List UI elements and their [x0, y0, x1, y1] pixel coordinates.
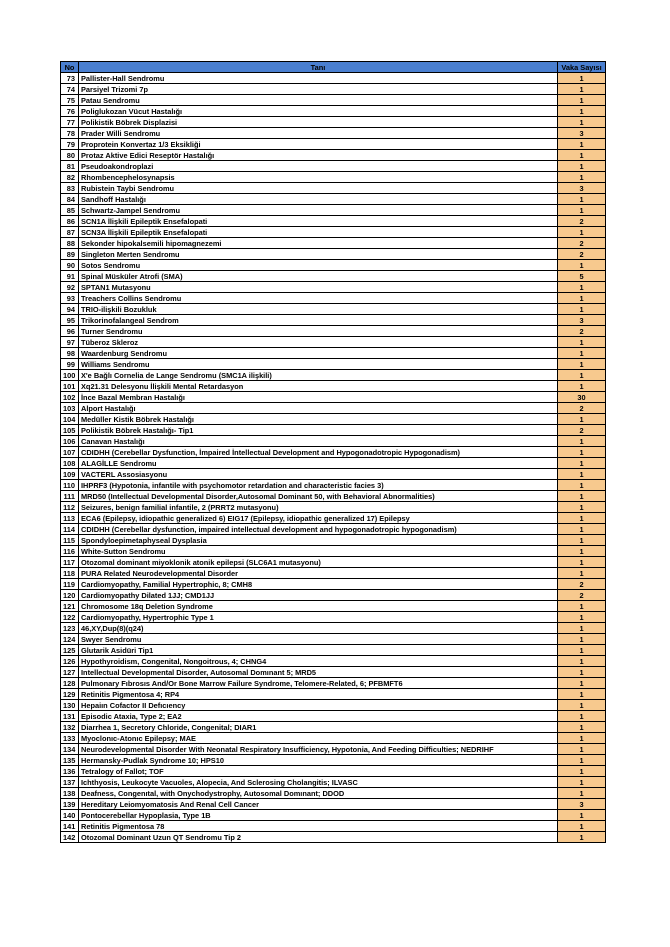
row-case-count: 3 — [558, 128, 606, 139]
row-number: 103 — [61, 403, 79, 414]
header-no: No — [61, 62, 79, 73]
row-diagnosis: Parsiyel Trizomi 7p — [79, 84, 558, 95]
row-case-count: 2 — [558, 326, 606, 337]
row-case-count: 1 — [558, 260, 606, 271]
table-row — [61, 766, 606, 777]
row-diagnosis: PURA Related Neurodevelopmental Disorder — [79, 568, 558, 579]
row-diagnosis: Patau Sendromu — [79, 95, 558, 106]
row-diagnosis: 46,XY,Dup(8)(q24) — [79, 623, 558, 634]
row-number: 133 — [61, 733, 79, 744]
table-row — [61, 777, 606, 788]
row-number: 83 — [61, 183, 79, 194]
row-diagnosis: Turner Sendromu — [79, 326, 558, 337]
row-diagnosis: Protaz Aktive Edici Reseptör Hastalığı — [79, 150, 558, 161]
table-row — [61, 425, 606, 436]
row-number: 128 — [61, 678, 79, 689]
row-number: 84 — [61, 194, 79, 205]
row-case-count: 1 — [558, 161, 606, 172]
row-case-count: 2 — [558, 249, 606, 260]
row-diagnosis: Otozomal Dominant Uzun QT Sendromu Tip 2 — [79, 832, 558, 843]
table-row — [61, 447, 606, 458]
table-row — [61, 645, 606, 656]
table-row — [61, 689, 606, 700]
row-case-count: 1 — [558, 227, 606, 238]
row-diagnosis: Chromosome 18q Deletion Syndrome — [79, 601, 558, 612]
table-row — [61, 139, 606, 150]
row-diagnosis: Polikistik Böbrek Hastalığı- Tip1 — [79, 425, 558, 436]
row-case-count: 1 — [558, 689, 606, 700]
row-number: 95 — [61, 315, 79, 326]
row-diagnosis: Pontocerebellar Hypoplasia, Type 1B — [79, 810, 558, 821]
table-row — [61, 722, 606, 733]
row-diagnosis: Pseudoakondroplazi — [79, 161, 558, 172]
row-diagnosis: Hypothyroidism, Congenital, Nongoitrous, 4; CHNG4 — [79, 656, 558, 667]
row-diagnosis: MRD50 (Intellectual Developmental Disorder,Autosomal Dominant 50, with Behavioral Abnormalities) — [79, 491, 558, 502]
row-diagnosis: Prader Willi Sendromu — [79, 128, 558, 139]
row-diagnosis: Sandhoff Hastalığı — [79, 194, 558, 205]
row-diagnosis: Xq21.31 Delesyonu İlişkili Mental Retardasyon — [79, 381, 558, 392]
table-row — [61, 656, 606, 667]
row-number: 117 — [61, 557, 79, 568]
row-diagnosis: Hereditary Leiomyomatosis And Renal Cell Cancer — [79, 799, 558, 810]
row-diagnosis: Ichthyosis, Leukocyte Vacuoles, Alopecia, And Sclerosing Cholangitis; ILVASC — [79, 777, 558, 788]
row-diagnosis: Glutarik Asidüri Tip1 — [79, 645, 558, 656]
row-number: 116 — [61, 546, 79, 557]
row-case-count: 1 — [558, 293, 606, 304]
row-diagnosis: CDIDHH (Cerebellar dysfunction, impaired intellectual development and hypogonadotropic hypogonadism) — [79, 524, 558, 535]
row-case-count: 3 — [558, 183, 606, 194]
row-diagnosis: Swyer Sendromu — [79, 634, 558, 645]
row-number: 115 — [61, 535, 79, 546]
row-number: 129 — [61, 689, 79, 700]
table-row — [61, 392, 606, 403]
table-row — [61, 469, 606, 480]
row-number: 89 — [61, 249, 79, 260]
row-case-count: 1 — [558, 194, 606, 205]
row-diagnosis: IHPRF3 (Hypotonia, infantile with psychomotor retardation and characteristic facies 3) — [79, 480, 558, 491]
table-row — [61, 117, 606, 128]
row-number: 99 — [61, 359, 79, 370]
row-number: 105 — [61, 425, 79, 436]
table-row — [61, 216, 606, 227]
row-diagnosis: Otozomal dominant miyoklonik atonik epilepsi (SLC6A1 mutasyonu) — [79, 557, 558, 568]
row-diagnosis: Sekonder hipokalsemili hipomagnezemi — [79, 238, 558, 249]
row-diagnosis: Deafness, Congenıtal, with Onychodystrophy, Autosomal Domınant; DDOD — [79, 788, 558, 799]
table-row — [61, 271, 606, 282]
row-case-count: 1 — [558, 766, 606, 777]
row-case-count: 1 — [558, 821, 606, 832]
table-row — [61, 810, 606, 821]
row-number: 96 — [61, 326, 79, 337]
table-row — [61, 106, 606, 117]
table-row — [61, 601, 606, 612]
row-case-count: 1 — [558, 711, 606, 722]
row-case-count: 1 — [558, 205, 606, 216]
table-row — [61, 227, 606, 238]
row-number: 94 — [61, 304, 79, 315]
table-row — [61, 161, 606, 172]
table-row — [61, 337, 606, 348]
row-diagnosis: X'e Bağlı Cornelia de Lange Sendromu (SMC1A ilişkili) — [79, 370, 558, 381]
row-diagnosis: Polikistik Böbrek Displazisi — [79, 117, 558, 128]
row-number: 121 — [61, 601, 79, 612]
row-diagnosis: Hermansky-Pudlak Syndrome 10; HPS10 — [79, 755, 558, 766]
row-number: 112 — [61, 502, 79, 513]
table-row — [61, 579, 606, 590]
table-row — [61, 381, 606, 392]
row-diagnosis: Tetralogy of Fallot; TOF — [79, 766, 558, 777]
row-number: 98 — [61, 348, 79, 359]
diagnosis-table — [60, 61, 606, 843]
row-diagnosis: Spinal Müsküler Atrofi (SMA) — [79, 271, 558, 282]
row-case-count: 2 — [558, 216, 606, 227]
row-number: 90 — [61, 260, 79, 271]
row-number: 134 — [61, 744, 79, 755]
table-row — [61, 95, 606, 106]
row-number: 110 — [61, 480, 79, 491]
row-diagnosis: Seizures, benign familial infantile, 2 (PRRT2 mutasyonu) — [79, 502, 558, 513]
row-number: 141 — [61, 821, 79, 832]
row-case-count: 1 — [558, 744, 606, 755]
row-case-count: 1 — [558, 172, 606, 183]
row-number: 92 — [61, 282, 79, 293]
table-row — [61, 634, 606, 645]
table-row — [61, 612, 606, 623]
row-diagnosis: Singleton Merten Sendromu — [79, 249, 558, 260]
table-row — [61, 436, 606, 447]
row-number: 74 — [61, 84, 79, 95]
row-case-count: 1 — [558, 524, 606, 535]
table-body — [61, 73, 606, 843]
table-row — [61, 590, 606, 601]
table-row — [61, 73, 606, 84]
row-number: 76 — [61, 106, 79, 117]
row-case-count: 1 — [558, 381, 606, 392]
row-diagnosis: Retinitis Pigmentosa 4; RP4 — [79, 689, 558, 700]
row-case-count: 1 — [558, 436, 606, 447]
row-number: 140 — [61, 810, 79, 821]
table-row — [61, 535, 606, 546]
row-number: 73 — [61, 73, 79, 84]
table-row — [61, 568, 606, 579]
row-diagnosis: Episodic Ataxia, Type 2; EA2 — [79, 711, 558, 722]
row-diagnosis: ECA6 (Epilepsy, idiopathic generalized 6) EIG17 (Epilepsy, idiopathic generalized 17) Epilepsy — [79, 513, 558, 524]
row-diagnosis: Trikorinofalangeal Sendrom — [79, 315, 558, 326]
row-number: 136 — [61, 766, 79, 777]
row-case-count: 1 — [558, 84, 606, 95]
row-number: 97 — [61, 337, 79, 348]
row-case-count: 1 — [558, 359, 606, 370]
row-number: 122 — [61, 612, 79, 623]
row-diagnosis: Myoclonıc-Atonıc Epilepsy; MAE — [79, 733, 558, 744]
table-row — [61, 326, 606, 337]
table-row — [61, 403, 606, 414]
table-row — [61, 183, 606, 194]
row-number: 107 — [61, 447, 79, 458]
row-case-count: 1 — [558, 447, 606, 458]
row-number: 109 — [61, 469, 79, 480]
table-row — [61, 623, 606, 634]
row-number: 114 — [61, 524, 79, 535]
row-case-count: 1 — [558, 106, 606, 117]
row-case-count: 1 — [558, 777, 606, 788]
table-row — [61, 821, 606, 832]
row-case-count: 1 — [558, 458, 606, 469]
row-number: 93 — [61, 293, 79, 304]
table-row — [61, 458, 606, 469]
row-diagnosis: Proprotein Konvertaz 1/3 Eksikliği — [79, 139, 558, 150]
table-row — [61, 370, 606, 381]
row-number: 118 — [61, 568, 79, 579]
row-case-count: 2 — [558, 403, 606, 414]
row-case-count: 1 — [558, 139, 606, 150]
row-diagnosis: Cardiomyopathy, Hypertrophic Type 1 — [79, 612, 558, 623]
row-diagnosis: SCN1A İlişkili Epileptik Ensefalopati — [79, 216, 558, 227]
row-case-count: 1 — [558, 634, 606, 645]
row-number: 120 — [61, 590, 79, 601]
row-number: 124 — [61, 634, 79, 645]
row-diagnosis: SPTAN1 Mutasyonu — [79, 282, 558, 293]
row-number: 85 — [61, 205, 79, 216]
row-diagnosis: İnce Bazal Membran Hastalığı — [79, 392, 558, 403]
header-tani: Tanı — [79, 62, 558, 73]
row-diagnosis: Cardiomyopathy Dilated 1JJ; CMD1JJ — [79, 590, 558, 601]
row-diagnosis: TRIO-ilişkili Bozukluk — [79, 304, 558, 315]
table-row — [61, 700, 606, 711]
row-number: 80 — [61, 150, 79, 161]
row-number: 101 — [61, 381, 79, 392]
row-diagnosis: Treachers Collins Sendromu — [79, 293, 558, 304]
header-vaka-sayisi: Vaka Sayısı — [558, 62, 606, 73]
row-number: 82 — [61, 172, 79, 183]
table-row — [61, 744, 606, 755]
row-case-count: 1 — [558, 150, 606, 161]
row-diagnosis: Retinitis Pigmentosa 78 — [79, 821, 558, 832]
table-row — [61, 557, 606, 568]
row-diagnosis: Tüberoz Skleroz — [79, 337, 558, 348]
row-case-count: 1 — [558, 95, 606, 106]
row-case-count: 1 — [558, 469, 606, 480]
row-diagnosis: VACTERL Assosiasyonu — [79, 469, 558, 480]
table-row — [61, 755, 606, 766]
table-row — [61, 84, 606, 95]
row-case-count: 2 — [558, 238, 606, 249]
row-case-count: 1 — [558, 810, 606, 821]
row-diagnosis: Sotos Sendromu — [79, 260, 558, 271]
row-case-count: 1 — [558, 667, 606, 678]
table-row — [61, 667, 606, 678]
table-row — [61, 480, 606, 491]
row-case-count: 1 — [558, 656, 606, 667]
row-case-count: 3 — [558, 799, 606, 810]
row-case-count: 1 — [558, 568, 606, 579]
row-diagnosis: Pallister-Hall Sendromu — [79, 73, 558, 84]
table-row — [61, 832, 606, 843]
row-case-count: 5 — [558, 271, 606, 282]
table-row — [61, 150, 606, 161]
row-case-count: 1 — [558, 722, 606, 733]
table-row — [61, 502, 606, 513]
row-diagnosis: Cardiomyopathy, Familial Hypertrophic, 8; CMH8 — [79, 579, 558, 590]
row-number: 86 — [61, 216, 79, 227]
row-case-count: 1 — [558, 282, 606, 293]
row-number: 100 — [61, 370, 79, 381]
row-case-count: 1 — [558, 612, 606, 623]
row-diagnosis: Waardenburg Sendromu — [79, 348, 558, 359]
row-number: 119 — [61, 579, 79, 590]
row-case-count: 1 — [558, 546, 606, 557]
row-case-count: 1 — [558, 755, 606, 766]
row-diagnosis: Rubistein Taybi Sendromu — [79, 183, 558, 194]
row-number: 108 — [61, 458, 79, 469]
row-diagnosis: Spondyloepimetaphyseal Dysplasia — [79, 535, 558, 546]
table-row — [61, 260, 606, 271]
table-row — [61, 799, 606, 810]
row-case-count: 2 — [558, 590, 606, 601]
row-case-count: 1 — [558, 557, 606, 568]
row-number: 79 — [61, 139, 79, 150]
row-case-count: 1 — [558, 370, 606, 381]
row-diagnosis: SCN3A İlişkili Epileptik Ensefalopati — [79, 227, 558, 238]
row-diagnosis: Canavan Hastalığı — [79, 436, 558, 447]
row-case-count: 1 — [558, 513, 606, 524]
row-case-count: 1 — [558, 832, 606, 843]
row-case-count: 1 — [558, 117, 606, 128]
row-number: 75 — [61, 95, 79, 106]
row-case-count: 1 — [558, 788, 606, 799]
table-row — [61, 414, 606, 425]
row-case-count: 1 — [558, 601, 606, 612]
row-number: 81 — [61, 161, 79, 172]
row-number: 88 — [61, 238, 79, 249]
table-row — [61, 359, 606, 370]
row-number: 137 — [61, 777, 79, 788]
row-diagnosis: Neurodevelopmental Disorder With Neonatal Respiratory Insufficiency, Hypotonia, And Feeding Difficulties; NEDRIHF — [79, 744, 558, 755]
row-diagnosis: Hepaiın Cofactor II Defıcıency — [79, 700, 558, 711]
table-row — [61, 249, 606, 260]
row-number: 135 — [61, 755, 79, 766]
row-case-count: 1 — [558, 73, 606, 84]
row-diagnosis: ALAGİLLE Sendromu — [79, 458, 558, 469]
row-diagnosis: White-Sutton Sendromu — [79, 546, 558, 557]
table-row — [61, 348, 606, 359]
row-number: 113 — [61, 513, 79, 524]
row-number: 104 — [61, 414, 79, 425]
row-number: 106 — [61, 436, 79, 447]
row-number: 126 — [61, 656, 79, 667]
row-case-count: 1 — [558, 535, 606, 546]
row-case-count: 1 — [558, 645, 606, 656]
row-number: 131 — [61, 711, 79, 722]
row-diagnosis: Alport Hastalığı — [79, 403, 558, 414]
row-number: 87 — [61, 227, 79, 238]
row-case-count: 1 — [558, 678, 606, 689]
table-row — [61, 524, 606, 535]
row-diagnosis: Williams Sendromu — [79, 359, 558, 370]
row-number: 138 — [61, 788, 79, 799]
row-case-count: 1 — [558, 700, 606, 711]
table-row — [61, 128, 606, 139]
row-case-count: 1 — [558, 348, 606, 359]
row-case-count: 3 — [558, 315, 606, 326]
row-case-count: 1 — [558, 733, 606, 744]
table-row — [61, 194, 606, 205]
row-number: 102 — [61, 392, 79, 403]
table-row — [61, 238, 606, 249]
row-diagnosis: Schwartz-Jampel Sendromu — [79, 205, 558, 216]
row-diagnosis: Rhombencephelosynapsis — [79, 172, 558, 183]
row-case-count: 1 — [558, 414, 606, 425]
row-number: 77 — [61, 117, 79, 128]
row-number: 91 — [61, 271, 79, 282]
table-row — [61, 491, 606, 502]
table-row — [61, 172, 606, 183]
row-case-count: 1 — [558, 480, 606, 491]
table-row — [61, 788, 606, 799]
row-number: 130 — [61, 700, 79, 711]
row-number: 139 — [61, 799, 79, 810]
table-row — [61, 711, 606, 722]
row-case-count: 2 — [558, 579, 606, 590]
table-row — [61, 293, 606, 304]
table-header-row — [61, 62, 606, 73]
table-row — [61, 513, 606, 524]
table-row — [61, 546, 606, 557]
row-case-count: 1 — [558, 337, 606, 348]
row-number: 127 — [61, 667, 79, 678]
row-case-count: 1 — [558, 623, 606, 634]
table-row — [61, 733, 606, 744]
row-number: 125 — [61, 645, 79, 656]
row-diagnosis: CDIDHH (Cerebellar Dysfunction, İmpaired İntellectual Development and Hypogonadotropic Hypogonadism) — [79, 447, 558, 458]
row-diagnosis: Pulmonary Fıbrosıs And/Or Bone Marrow Failure Syndrome, Telomere-Related, 6; PFBMFT6 — [79, 678, 558, 689]
table-row — [61, 282, 606, 293]
row-number: 123 — [61, 623, 79, 634]
row-case-count: 1 — [558, 304, 606, 315]
row-case-count: 1 — [558, 491, 606, 502]
row-number: 132 — [61, 722, 79, 733]
row-number: 78 — [61, 128, 79, 139]
table-row — [61, 304, 606, 315]
row-diagnosis: Medüller Kistik Böbrek Hastalığı — [79, 414, 558, 425]
row-diagnosis: Diarrhea 1, Secretory Chloride, Congenital; DIAR1 — [79, 722, 558, 733]
table-row — [61, 205, 606, 216]
row-case-count: 30 — [558, 392, 606, 403]
row-number: 142 — [61, 832, 79, 843]
row-number: 111 — [61, 491, 79, 502]
row-diagnosis: Poliglukozan Vücut Hastalığı — [79, 106, 558, 117]
row-diagnosis: Intellectual Developmental Disorder, Autosomal Domınant 5; MRD5 — [79, 667, 558, 678]
table-row — [61, 315, 606, 326]
row-case-count: 2 — [558, 425, 606, 436]
table-row — [61, 678, 606, 689]
row-case-count: 1 — [558, 502, 606, 513]
